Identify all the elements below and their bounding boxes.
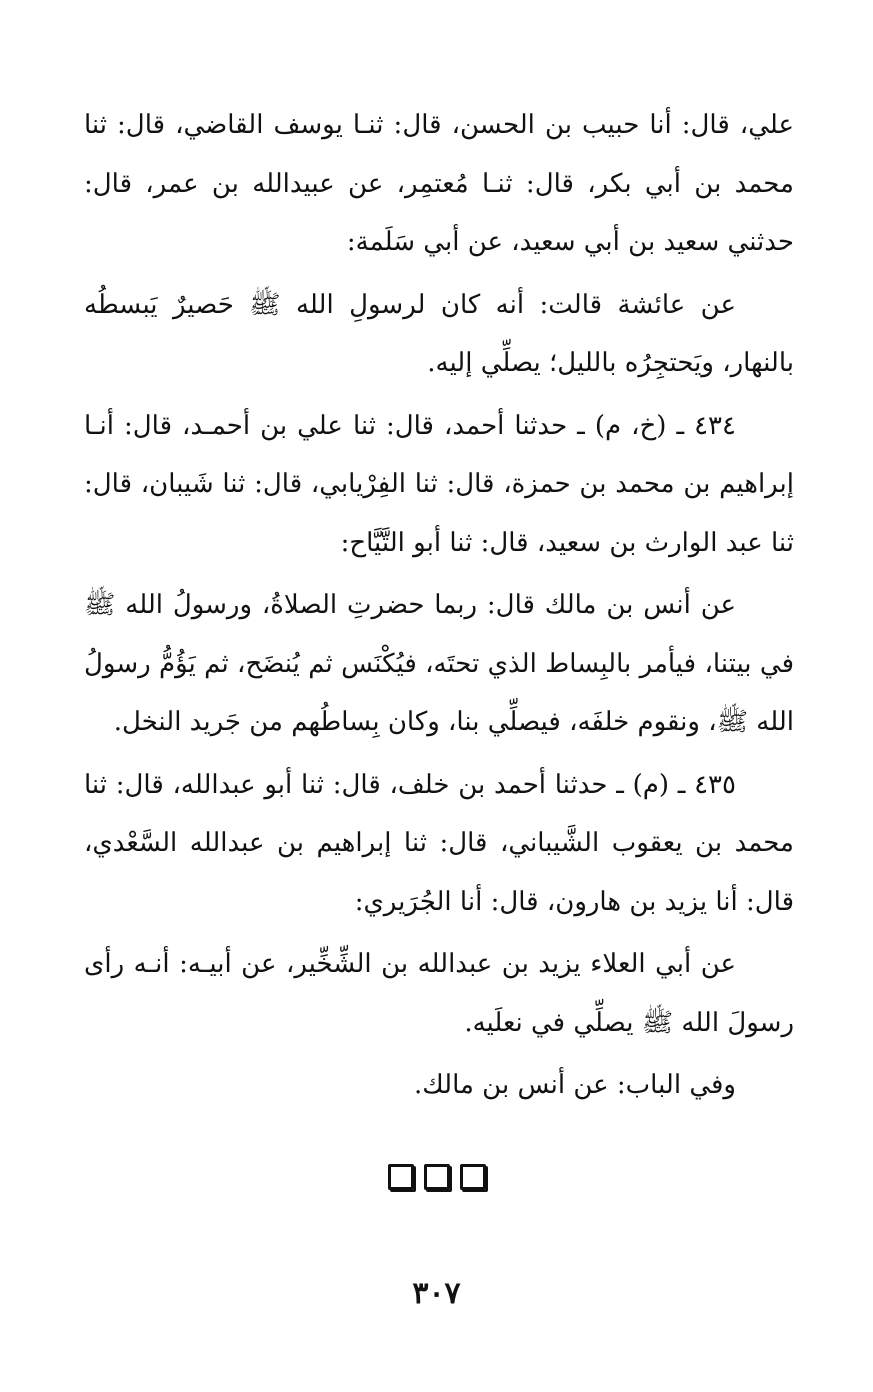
- square-ornament-icon: [424, 1164, 450, 1190]
- paragraph-anas-hadith: عن أنس بن مالك قال: ربما حضرتِ الصلاةُ، ورسولُ الله ﷺ في بيتنا، فيأمر بالبِساط الذي تحتَه، فيُكْنَس ثم يُنضَح، ثم يَؤُمُّ رسولُ الله ﷺ، ونقوم خلفَه، فيصلِّي بنا، وكان بِساطُهم من جَريد النخل.: [84, 590, 794, 737]
- main-text: [84, 96, 794, 1115]
- square-ornament-icon: [460, 1164, 486, 1190]
- paragraph-chapter-note: وفي الباب: عن أنس بن مالك.: [413, 1070, 736, 1100]
- square-ornament-icon: [388, 1164, 414, 1190]
- section-divider: [0, 1163, 873, 1198]
- paragraph-435-isnad: ٤٣٥ ـ (م) ـ حدثنا أحمد بن خلف، قال: ثنا أبو عبدالله، قال: ثنا محمد بن يعقوب الشَّيباني، قال: ثنا إبراهيم بن عبدالله السَّعْدي، قال: أنا يزيد بن هارون، قال: أنا الجُرَيري:: [84, 769, 794, 917]
- paragraph-abu-alala-hadith: عن أبي العلاء يزيد بن عبدالله بن الشِّخِّير، عن أبيـه: أنـه رأى رسولَ الله ﷺ يصلِّي في نعلَيه.: [84, 949, 794, 1038]
- paragraph-continuation: علي، قال: أنا حبيب بن الحسن، قال: ثنـا يوسف القاضي، قال: ثنا محمد بن أبي بكر، قال: ثنـا مُعتمِر، عن عبيدالله بن عمر، قال: حدثني سعيد بن أبي سعيد، عن أبي سَلَمة:: [84, 110, 794, 257]
- page-number: ٣٠٧: [412, 1276, 461, 1311]
- paragraph-aisha-hadith: عن عائشة قالت: أنه كان لرسولِ الله ﷺ حَصيرٌ يَبسطُه بالنهار، ويَحتجِرُه بالليل؛ يصلِّي إليه.: [84, 289, 794, 378]
- paragraph-434-isnad: ٤٣٤ ـ (خ، م) ـ حدثنا أحمد، قال: ثنا علي بن أحمـد، قال: أنـا إبراهيم بن محمد بن حمزة، قال: ثنا الفِرْيابي، قال: ثنا شَيبان، قال: ثنا عبد الوارث بن سعيد، قال: ثنا أبو التَّيَّاح:: [84, 410, 794, 558]
